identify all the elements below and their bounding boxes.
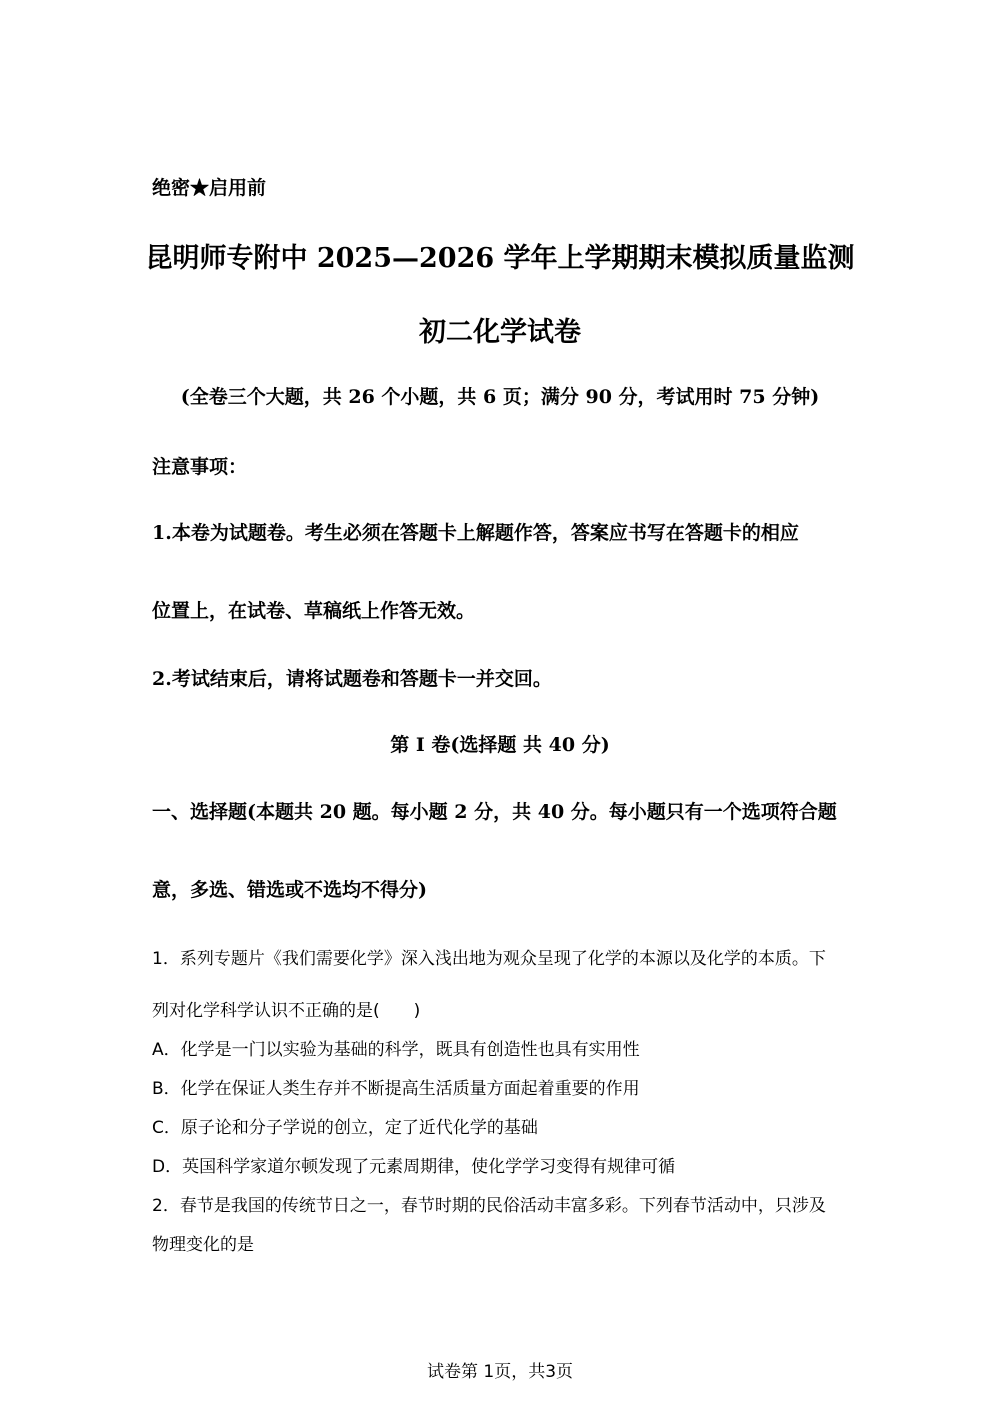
- notice-item-1-line-2: 位置上，在试卷、草稿纸上作答无效。: [152, 600, 476, 622]
- part-1-heading: 第 Ⅰ 卷(选择题 共 40 分): [390, 734, 610, 756]
- notice-item-2: 2.考试结束后，请将试题卷和答题卡一并交回。: [152, 668, 552, 690]
- page-footer: 试卷第 1页，共3页: [426, 1362, 574, 1382]
- exam-title: 昆明师专附中 2025—2026 学年上学期期末模拟质量监测: [145, 243, 855, 274]
- secret-mark: 绝密★启用前: [152, 177, 267, 199]
- question-2-line-1: 2．春节是我国的传统节日之一，春节时期的民俗活动丰富多彩。下列春节活动中，只涉及: [152, 1196, 826, 1216]
- question-1-line-1: 1．系列专题片《我们需要化学》深入浅出地为观众呈现了化学的本源以及化学的本质。下: [152, 949, 826, 969]
- notice-item-1-line-1: 1.本卷为试题卷。考生必须在答题卡上解题作答，答案应书写在答题卡的相应: [152, 522, 799, 544]
- question-1-option-c: C．原子论和分子学说的创立，定了近代化学的基础: [152, 1118, 538, 1138]
- notice-heading: 注意事项：: [152, 456, 248, 478]
- exam-subtitle: 初二化学试卷: [419, 317, 581, 348]
- question-1-line-2: 列对化学科学认识不正确的是( ): [152, 1001, 421, 1021]
- question-2-line-2: 物理变化的是: [152, 1235, 254, 1255]
- exam-scope: (全卷三个大题，共 26 个小题，共 6 页；满分 90 分，考试用时 75 分钟): [180, 386, 820, 408]
- section-1-line-1: 一、选择题(本题共 20 题。每小题 2 分，共 40 分。每小题只有一个选项符合题: [152, 801, 837, 823]
- section-1-line-2: 意，多选、错选或不选均不得分): [152, 879, 427, 901]
- question-1-option-a: A．化学是一门以实验为基础的科学，既具有创造性也具有实用性: [152, 1040, 640, 1060]
- question-1-option-b: B．化学在保证人类生存并不断提高生活质量方面起着重要的作用: [152, 1079, 640, 1099]
- question-1-option-d: D．英国科学家道尔顿发现了元素周期律，使化学学习变得有规律可循: [152, 1157, 676, 1177]
